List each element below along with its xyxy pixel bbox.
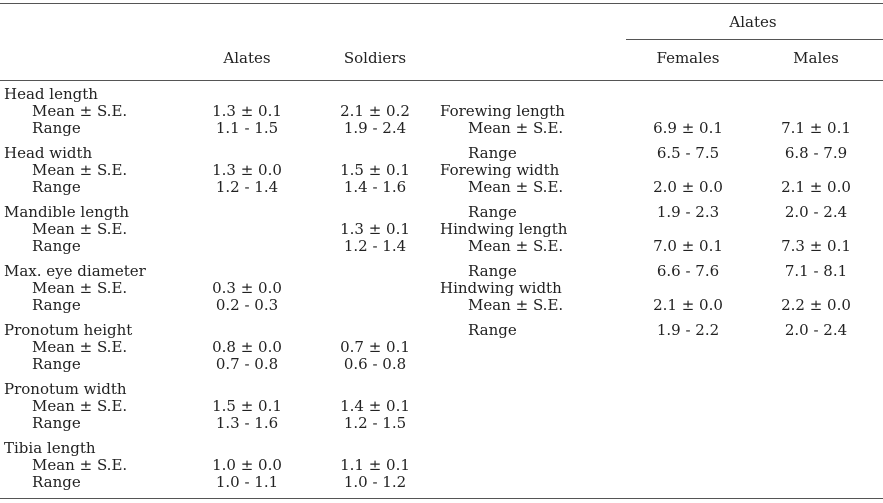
soldiers-mean-value: 1.5 ± 0.1: [340, 161, 410, 179]
table-bottom-rule: [0, 498, 883, 499]
measure-label: Pronotum width: [4, 380, 127, 398]
range-label: Range: [32, 473, 81, 491]
soldiers-range-value: 1.0 - 1.2: [343, 473, 407, 491]
col-header-soldiers: Soldiers: [343, 49, 407, 67]
mean-label: Mean ± S.E.: [32, 102, 128, 120]
measure-label: Hindwing length: [440, 220, 568, 238]
table-top-rule: [0, 3, 883, 4]
mean-label: Mean ± S.E.: [32, 279, 128, 297]
alates-range-value: 0.7 - 0.8: [215, 355, 279, 373]
range-label: Range: [468, 144, 517, 162]
mean-label: Mean ± S.E.: [468, 237, 564, 255]
males-mean-value: 7.3 ± 0.1: [781, 237, 851, 255]
alates-mean-value: 1.0 ± 0.0: [212, 456, 282, 474]
measure-label: Tibia length: [4, 439, 96, 457]
soldiers-range-value: 1.2 - 1.4: [343, 237, 407, 255]
soldiers-mean-value: 1.4 ± 0.1: [340, 397, 410, 415]
alates-range-value: 0.2 - 0.3: [215, 296, 279, 314]
mean-label: Mean ± S.E.: [32, 338, 128, 356]
males-range-value: 7.1 - 8.1: [784, 262, 848, 280]
measure-label: Head length: [4, 85, 98, 103]
col-header-alates: Alates: [223, 49, 271, 67]
females-mean-value: 2.1 ± 0.0: [653, 296, 723, 314]
col-group-header-alates: Alates: [729, 13, 777, 31]
females-range-value: 6.6 - 7.6: [656, 262, 720, 280]
mean-label: Mean ± S.E.: [32, 397, 128, 415]
mean-label: Mean ± S.E.: [468, 178, 564, 196]
measure-label: Max. eye diameter: [4, 262, 146, 280]
range-label: Range: [32, 237, 81, 255]
range-label: Range: [32, 119, 81, 137]
alates-mean-value: 1.3 ± 0.1: [212, 102, 282, 120]
females-mean-value: 6.9 ± 0.1: [653, 119, 723, 137]
alates-mean-value: 1.5 ± 0.1: [212, 397, 282, 415]
alates-mean-value: 0.8 ± 0.0: [212, 338, 282, 356]
mean-label: Mean ± S.E.: [468, 119, 564, 137]
col-header-females: Females: [656, 49, 720, 67]
alates-range-value: 1.0 - 1.1: [215, 473, 279, 491]
range-label: Range: [468, 203, 517, 221]
measure-label: Forewing length: [440, 102, 565, 120]
soldiers-range-value: 1.4 - 1.6: [343, 178, 407, 196]
measure-label: Mandible length: [4, 203, 130, 221]
range-label: Range: [468, 321, 517, 339]
soldiers-mean-value: 2.1 ± 0.2: [340, 102, 410, 120]
males-mean-value: 2.2 ± 0.0: [781, 296, 851, 314]
females-range-value: 1.9 - 2.3: [656, 203, 720, 221]
range-label: Range: [32, 178, 81, 196]
alates-range-value: 1.1 - 1.5: [215, 119, 279, 137]
header-bottom-rule: [0, 80, 883, 81]
males-mean-value: 2.1 ± 0.0: [781, 178, 851, 196]
mean-label: Mean ± S.E.: [32, 456, 128, 474]
range-label: Range: [32, 414, 81, 432]
females-mean-value: 2.0 ± 0.0: [653, 178, 723, 196]
alates-mean-value: 0.3 ± 0.0: [212, 279, 282, 297]
soldiers-range-value: 0.6 - 0.8: [343, 355, 407, 373]
females-range-value: 1.9 - 2.2: [656, 321, 720, 339]
females-range-value: 6.5 - 7.5: [656, 144, 720, 162]
males-range-value: 2.0 - 2.4: [784, 321, 848, 339]
range-label: Range: [468, 262, 517, 280]
females-mean-value: 7.0 ± 0.1: [653, 237, 723, 255]
range-label: Range: [32, 296, 81, 314]
mean-label: Mean ± S.E.: [468, 296, 564, 314]
alates-range-value: 1.3 - 1.6: [215, 414, 279, 432]
mean-label: Mean ± S.E.: [32, 220, 128, 238]
range-label: Range: [32, 355, 81, 373]
males-mean-value: 7.1 ± 0.1: [781, 119, 851, 137]
measure-label: Hindwing width: [440, 279, 562, 297]
males-range-value: 2.0 - 2.4: [784, 203, 848, 221]
mean-label: Mean ± S.E.: [32, 161, 128, 179]
soldiers-range-value: 1.2 - 1.5: [343, 414, 407, 432]
alates-range-value: 1.2 - 1.4: [215, 178, 279, 196]
alates-mean-value: 1.3 ± 0.0: [212, 161, 282, 179]
measure-label: Head width: [4, 144, 93, 162]
alates-group-rule: [626, 39, 883, 40]
measure-label: Pronotum height: [4, 321, 133, 339]
males-range-value: 6.8 - 7.9: [784, 144, 848, 162]
soldiers-range-value: 1.9 - 2.4: [343, 119, 407, 137]
col-header-males: Males: [793, 49, 839, 67]
soldiers-mean-value: 1.3 ± 0.1: [340, 220, 410, 238]
soldiers-mean-value: 1.1 ± 0.1: [340, 456, 410, 474]
soldiers-mean-value: 0.7 ± 0.1: [340, 338, 410, 356]
measure-label: Forewing width: [440, 161, 560, 179]
